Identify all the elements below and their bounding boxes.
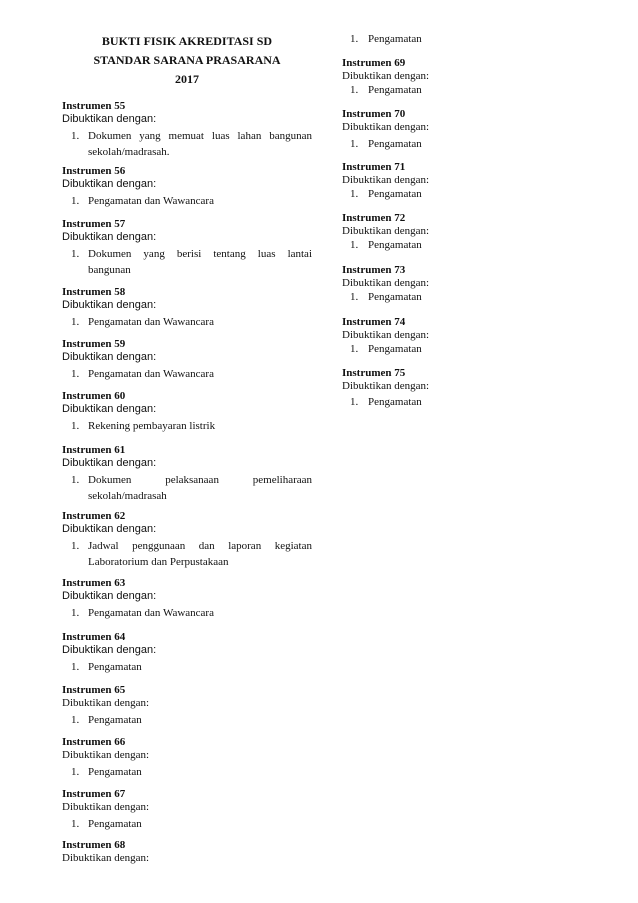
list-text-line: Dokumen pelaksanaan pemeliharaan: [88, 474, 312, 486]
list-item: [62, 764, 312, 780]
list-text-line: Pengamatan: [88, 661, 142, 673]
proof-label: Dibuktikan dengan:: [62, 523, 157, 535]
instrument-66: [62, 736, 312, 780]
list-text-line: Pengamatan: [88, 714, 142, 726]
instrument-64: [62, 631, 312, 675]
list-number: 1.: [71, 818, 80, 830]
list-text-line: Jadwal penggunaan dan laporan kegiatan: [88, 540, 312, 552]
list-number: 1.: [71, 766, 80, 778]
list-text-line: Rekening pembayaran listrik: [88, 420, 216, 432]
instrument-title: Instrumen 74: [342, 316, 406, 328]
list-item: [62, 314, 312, 330]
list-number: 1.: [350, 138, 359, 150]
title-line-3: 2017: [175, 72, 199, 86]
proof-label: Dibuktikan dengan:: [62, 403, 157, 415]
proof-label: Dibuktikan dengan:: [62, 231, 157, 243]
instrument-title: Instrumen 59: [62, 338, 126, 350]
instrument-title: Instrumen 71: [342, 161, 406, 173]
list-text-line: Pengamatan: [88, 818, 142, 830]
list-text-line: Pengamatan dan Wawancara: [88, 607, 214, 619]
list-item: [342, 32, 462, 46]
list-item: [62, 366, 312, 382]
instrument-70: [342, 108, 462, 151]
proof-label: Dibuktikan dengan:: [62, 697, 150, 709]
list-number: 1.: [71, 540, 80, 552]
proof-label: Dibuktikan dengan:: [62, 178, 157, 190]
instrument-title: Instrumen 67: [62, 788, 126, 800]
title-line-1: BUKTI FISIK AKREDITASI SD: [101, 34, 273, 48]
instrument-68-continued: [342, 32, 462, 46]
list-number: 1.: [71, 248, 80, 260]
list-text: Pengamatan: [368, 84, 422, 96]
instrument-title: Instrumen 69: [342, 57, 406, 69]
list-text-line: sekolah/madrasah.: [88, 146, 170, 158]
instrument-65: [62, 684, 312, 728]
proof-label: Dibuktikan dengan:: [62, 590, 157, 602]
list-item: [342, 238, 462, 252]
list-number: 1.: [71, 195, 80, 207]
list-item: [62, 605, 312, 621]
instrument-55: [62, 100, 312, 160]
proof-label: Dibuktikan dengan:: [62, 351, 157, 363]
list-text: Pengamatan: [368, 188, 422, 200]
list-number: 1.: [71, 474, 80, 486]
list-text-line: Dokumen yang berisi tentang luas lantai: [88, 248, 312, 260]
list-item: [62, 418, 312, 434]
instrument-title: Instrumen 63: [62, 577, 126, 589]
proof-label: Dibuktikan dengan:: [342, 225, 430, 237]
list-number: 1.: [350, 84, 359, 96]
instrument-74: [342, 316, 462, 356]
list-text-line: Pengamatan dan Wawancara: [88, 368, 214, 380]
instrument-title: Instrumen 66: [62, 736, 126, 748]
list-number: 1.: [350, 33, 359, 45]
list-item: [342, 137, 462, 151]
list-number: 1.: [350, 239, 359, 251]
proof-label: Dibuktikan dengan:: [342, 277, 430, 289]
list-item: [62, 246, 312, 278]
list-number: 1.: [350, 343, 359, 355]
list-item: [62, 128, 312, 160]
instrument-75: [342, 367, 462, 409]
instrument-71: [342, 161, 462, 201]
instrument-56: [62, 165, 312, 209]
list-number: 1.: [71, 130, 80, 142]
list-item: [342, 395, 462, 409]
list-number: 1.: [350, 291, 359, 303]
list-item: [62, 816, 312, 832]
proof-label: Dibuktikan dengan:: [62, 801, 150, 813]
instrument-62: [62, 510, 312, 570]
instrument-57: [62, 218, 312, 278]
list-item: [342, 83, 462, 97]
list-number: 1.: [71, 661, 80, 673]
list-text: Pengamatan: [368, 138, 422, 150]
list-number: 1.: [350, 396, 359, 408]
instrument-title: Instrumen 56: [62, 165, 126, 177]
list-item: [62, 472, 312, 504]
list-text-line: sekolah/madrasah: [88, 490, 167, 502]
list-text: Pengamatan: [368, 291, 422, 303]
instrument-title: Instrumen 64: [62, 631, 126, 643]
proof-label: Dibuktikan dengan:: [342, 70, 430, 82]
proof-label: Dibuktikan dengan:: [62, 113, 157, 125]
list-text: Pengamatan: [368, 343, 422, 355]
proof-label: Dibuktikan dengan:: [62, 852, 150, 864]
list-text: Pengamatan: [368, 33, 422, 45]
list-item: [62, 712, 312, 728]
document-title: [62, 32, 312, 89]
instrument-title: Instrumen 62: [62, 510, 126, 522]
title-line-2: STANDAR SARANA PRASARANA: [93, 53, 281, 67]
instrument-67: [62, 788, 312, 832]
instrument-61: [62, 444, 312, 504]
instrument-title: Instrumen 58: [62, 286, 126, 298]
list-text-line: Pengamatan dan Wawancara: [88, 316, 214, 328]
list-text-line: bangunan: [88, 264, 131, 276]
proof-label: Dibuktikan dengan:: [342, 121, 430, 133]
instrument-title: Instrumen 60: [62, 390, 126, 402]
instrument-72: [342, 212, 462, 252]
list-text-line: Dokumen yang memuat luas lahan bangunan: [88, 130, 312, 142]
list-number: 1.: [71, 714, 80, 726]
list-number: 1.: [71, 607, 80, 619]
instrument-title: Instrumen 61: [62, 444, 126, 456]
instrument-title: Instrumen 55: [62, 100, 126, 112]
list-text: Pengamatan: [368, 396, 422, 408]
instrument-title: Instrumen 73: [342, 264, 406, 276]
proof-label: Dibuktikan dengan:: [62, 457, 157, 469]
list-number: 1.: [71, 420, 80, 432]
instrument-title: Instrumen 75: [342, 367, 406, 379]
list-number: 1.: [71, 368, 80, 380]
list-item: [62, 538, 312, 570]
proof-label: Dibuktikan dengan:: [62, 749, 150, 761]
proof-label: Dibuktikan dengan:: [62, 299, 157, 311]
instrument-63: [62, 577, 312, 621]
list-text-line: Pengamatan: [88, 766, 142, 778]
instrument-title: Instrumen 57: [62, 218, 126, 230]
instrument-69: [342, 57, 462, 97]
instrument-title: Instrumen 72: [342, 212, 406, 224]
list-text-line: Laboratorium dan Perpustakaan: [88, 556, 229, 568]
instrument-title: Instrumen 70: [342, 108, 406, 120]
instrument-title: Instrumen 68: [62, 839, 126, 851]
instrument-58: [62, 286, 312, 330]
list-number: 1.: [71, 316, 80, 328]
instrument-73: [342, 264, 462, 304]
instrument-title: Instrumen 65: [62, 684, 126, 696]
proof-label: Dibuktikan dengan:: [342, 380, 430, 392]
list-item: [342, 290, 462, 304]
instrument-59: [62, 338, 312, 382]
list-item: [342, 187, 462, 201]
list-item: [342, 342, 462, 356]
list-item: [62, 193, 312, 209]
instrument-60: [62, 390, 312, 434]
list-text: Pengamatan: [368, 239, 422, 251]
proof-label: Dibuktikan dengan:: [342, 329, 430, 341]
list-item: [62, 659, 312, 675]
instrument-68: [62, 839, 312, 865]
proof-label: Dibuktikan dengan:: [62, 644, 157, 656]
list-number: 1.: [350, 188, 359, 200]
list-text-line: Pengamatan dan Wawancara: [88, 195, 214, 207]
proof-label: Dibuktikan dengan:: [342, 174, 430, 186]
